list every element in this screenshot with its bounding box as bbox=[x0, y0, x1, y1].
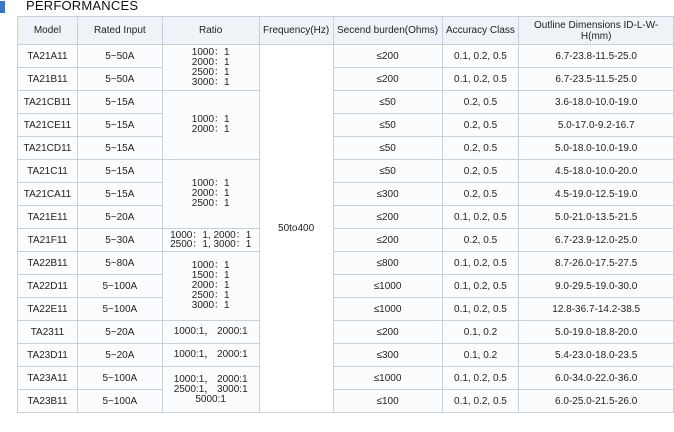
table-row bbox=[18, 367, 674, 390]
section-title: PERFORMANCES bbox=[26, 0, 139, 13]
model-cell: TA21B11 bbox=[18, 68, 78, 91]
model-cell: TA21CD11 bbox=[18, 137, 78, 160]
burden-cell: ≤800 bbox=[333, 252, 442, 275]
model-cell: TA21C11 bbox=[18, 160, 78, 183]
ratio-cell bbox=[162, 252, 259, 321]
table-row bbox=[18, 390, 674, 413]
ratio-line: 3000：1 bbox=[191, 76, 230, 88]
ratio-cell bbox=[162, 367, 259, 413]
accuracy-cell: 0.2, 0.5 bbox=[442, 91, 519, 114]
model-cell: TA22B11 bbox=[18, 252, 78, 275]
accuracy-cell: 0.2, 0.5 bbox=[442, 183, 519, 206]
accuracy-cell: 0.2, 0.5 bbox=[442, 160, 519, 183]
rated-input-cell: 5~15A bbox=[77, 91, 162, 114]
ratio-line: 2000：1 bbox=[191, 56, 230, 68]
ratio-line: 2500：1, 3000：1 bbox=[170, 239, 252, 250]
model-cell: TA23D11 bbox=[18, 344, 78, 367]
dimensions-cell: 5.0-17.0-9.2-16.7 bbox=[519, 114, 674, 137]
ratio-line: 2000：1 bbox=[191, 188, 230, 199]
model-cell: TA21E11 bbox=[18, 206, 78, 229]
ratio-line: 1000：1 bbox=[191, 178, 230, 189]
model-cell: TA22E11 bbox=[18, 298, 78, 321]
table-row bbox=[18, 252, 674, 275]
performance-table bbox=[17, 16, 674, 413]
ratio-line: 1000:1， 2000:1 bbox=[173, 326, 248, 337]
burden-cell: ≤50 bbox=[333, 91, 442, 114]
ratio-line: 1000：1 bbox=[191, 260, 230, 271]
table-row bbox=[18, 137, 674, 160]
burden-cell: ≤300 bbox=[333, 344, 442, 367]
ratio-line: 1000：1 bbox=[191, 114, 230, 125]
header-ratio: Ratio bbox=[162, 17, 259, 45]
header-dimensions: Outline Dimensions ID-L-W-H(mm) bbox=[519, 17, 674, 45]
dimensions-cell: 3.6-18.0-10.0-19.0 bbox=[519, 91, 674, 114]
ratio-cell bbox=[162, 160, 259, 229]
model-cell: TA21CB11 bbox=[18, 91, 78, 114]
burden-cell: ≤200 bbox=[333, 45, 442, 68]
accuracy-cell: 0.1, 0.2, 0.5 bbox=[442, 275, 519, 298]
rated-input-cell: 5~50A bbox=[77, 68, 162, 91]
table-row bbox=[18, 229, 674, 252]
accuracy-cell: 0.1, 0.2, 0.5 bbox=[442, 68, 519, 91]
accuracy-cell: 0.1, 0.2, 0.5 bbox=[442, 367, 519, 390]
ratio-line: 1000：1, 2000：1 bbox=[170, 230, 252, 241]
burden-cell: ≤50 bbox=[333, 114, 442, 137]
accuracy-cell: 0.1, 0.2, 0.5 bbox=[442, 298, 519, 321]
ratio-line: 3000：1 bbox=[191, 300, 230, 311]
rated-input-cell: 5~15A bbox=[77, 114, 162, 137]
dimensions-cell: 6.7-23.8-11.5-25.0 bbox=[519, 45, 674, 68]
accuracy-cell: 0.1, 0.2, 0.5 bbox=[442, 390, 519, 413]
model-cell: TA21A11 bbox=[18, 45, 78, 68]
accuracy-cell: 0.1, 0.2, 0.5 bbox=[442, 206, 519, 229]
ratio-cell bbox=[162, 45, 259, 91]
dimensions-cell: 8.7-26.0-17.5-27.5 bbox=[519, 252, 674, 275]
ratio-cell bbox=[162, 229, 259, 252]
dimensions-cell: 6.0-25.0-21.5-26.0 bbox=[519, 390, 674, 413]
model-cell: TA2311 bbox=[18, 321, 78, 344]
table-row bbox=[18, 321, 674, 344]
ratio-line: 2500:1， 3000:1 bbox=[173, 383, 248, 395]
ratio-line: 1500：1 bbox=[191, 270, 230, 281]
table-row bbox=[18, 45, 674, 68]
table-row bbox=[18, 114, 674, 137]
accuracy-cell: 0.2, 0.5 bbox=[442, 114, 519, 137]
burden-cell: ≤200 bbox=[333, 229, 442, 252]
section-header bbox=[0, 0, 674, 14]
rated-input-cell: 5~20A bbox=[77, 344, 162, 367]
dimensions-cell: 9.0-29.5-19.0-30.0 bbox=[519, 275, 674, 298]
model-cell: TA21CA11 bbox=[18, 183, 78, 206]
model-cell: TA22D11 bbox=[18, 275, 78, 298]
rated-input-cell: 5~15A bbox=[77, 137, 162, 160]
ratio-line: 2000：1 bbox=[191, 280, 230, 291]
dimensions-cell: 6.7-23.9-12.0-25.0 bbox=[519, 229, 674, 252]
table-row bbox=[18, 298, 674, 321]
dimensions-cell: 5.0-19.0-18.8-20.0 bbox=[519, 321, 674, 344]
burden-cell: ≤300 bbox=[333, 183, 442, 206]
burden-cell: ≤1000 bbox=[333, 275, 442, 298]
header-model: Model bbox=[18, 17, 78, 45]
rated-input-cell: 5~20A bbox=[77, 321, 162, 344]
section-marker bbox=[0, 1, 5, 13]
ratio-cell bbox=[162, 91, 259, 160]
accuracy-cell: 0.1, 0.2 bbox=[442, 344, 519, 367]
accuracy-cell: 0.2, 0.5 bbox=[442, 229, 519, 252]
accuracy-cell: 0.1, 0.2, 0.5 bbox=[442, 252, 519, 275]
model-cell: TA23A11 bbox=[18, 367, 78, 390]
rated-input-cell: 5~100A bbox=[77, 298, 162, 321]
ratio-line: 1000：1 bbox=[191, 46, 230, 58]
burden-cell: ≤200 bbox=[333, 321, 442, 344]
ratio-line: 1000:1， 2000:1 bbox=[173, 349, 248, 360]
rated-input-cell: 5~100A bbox=[77, 390, 162, 413]
ratio-line: 5000:1 bbox=[195, 393, 226, 405]
dimensions-cell: 5.4-23.0-18.0-23.5 bbox=[519, 344, 674, 367]
accuracy-cell: 0.2, 0.5 bbox=[442, 137, 519, 160]
rated-input-cell: 5~15A bbox=[77, 183, 162, 206]
burden-cell: ≤100 bbox=[333, 390, 442, 413]
burden-cell: ≤50 bbox=[333, 160, 442, 183]
table-body bbox=[18, 45, 674, 413]
dimensions-cell: 5.0-21.0-13.5-21.5 bbox=[519, 206, 674, 229]
header-rated-input: Rated Input bbox=[77, 17, 162, 45]
header-burden: Secend burden(Ohms) bbox=[333, 17, 442, 45]
ratio-cell bbox=[162, 321, 259, 344]
table-row bbox=[18, 275, 674, 298]
rated-input-cell: 5~20A bbox=[77, 206, 162, 229]
burden-cell: ≤200 bbox=[333, 206, 442, 229]
table-row bbox=[18, 344, 674, 367]
table-row bbox=[18, 91, 674, 114]
table-header-row bbox=[18, 17, 674, 45]
rated-input-cell: 5~15A bbox=[77, 160, 162, 183]
model-cell: TA21F11 bbox=[18, 229, 78, 252]
dimensions-cell: 4.5-19.0-12.5-19.0 bbox=[519, 183, 674, 206]
burden-cell: ≤1000 bbox=[333, 367, 442, 390]
rated-input-cell: 5~100A bbox=[77, 367, 162, 390]
dimensions-cell: 6.0-34.0-22.0-36.0 bbox=[519, 367, 674, 390]
ratio-line: 2000：1 bbox=[191, 124, 230, 135]
rated-input-cell: 5~80A bbox=[77, 252, 162, 275]
table-row bbox=[18, 183, 674, 206]
table-row bbox=[18, 206, 674, 229]
dimensions-cell: 5.0-18.0-10.0-19.0 bbox=[519, 137, 674, 160]
dimensions-cell: 12.8-36.7-14.2-38.5 bbox=[519, 298, 674, 321]
rated-input-cell: 5~50A bbox=[77, 45, 162, 68]
ratio-cell bbox=[162, 344, 259, 367]
table-row bbox=[18, 160, 674, 183]
rated-input-cell: 5~100A bbox=[77, 275, 162, 298]
ratio-line: 1000:1， 2000:1 bbox=[173, 373, 248, 385]
accuracy-cell: 0.1, 0.2 bbox=[442, 321, 519, 344]
ratio-line: 2500：1 bbox=[191, 66, 230, 78]
dimensions-cell: 4.5-18.0-10.0-20.0 bbox=[519, 160, 674, 183]
table-row bbox=[18, 68, 674, 91]
burden-cell: ≤200 bbox=[333, 68, 442, 91]
ratio-line: 2500：1 bbox=[191, 290, 230, 301]
accuracy-cell: 0.1, 0.2, 0.5 bbox=[442, 45, 519, 68]
header-frequency: Frequency(Hz) bbox=[259, 17, 333, 45]
frequency-cell: 50to400 bbox=[259, 45, 333, 413]
dimensions-cell: 6.7-23.5-11.5-25.0 bbox=[519, 68, 674, 91]
model-cell: TA21CE11 bbox=[18, 114, 78, 137]
ratio-line: 2500：1 bbox=[191, 198, 230, 209]
burden-cell: ≤50 bbox=[333, 137, 442, 160]
rated-input-cell: 5~30A bbox=[77, 229, 162, 252]
header-accuracy: Accuracy Class bbox=[442, 17, 519, 45]
model-cell: TA23B11 bbox=[18, 390, 78, 413]
burden-cell: ≤1000 bbox=[333, 298, 442, 321]
